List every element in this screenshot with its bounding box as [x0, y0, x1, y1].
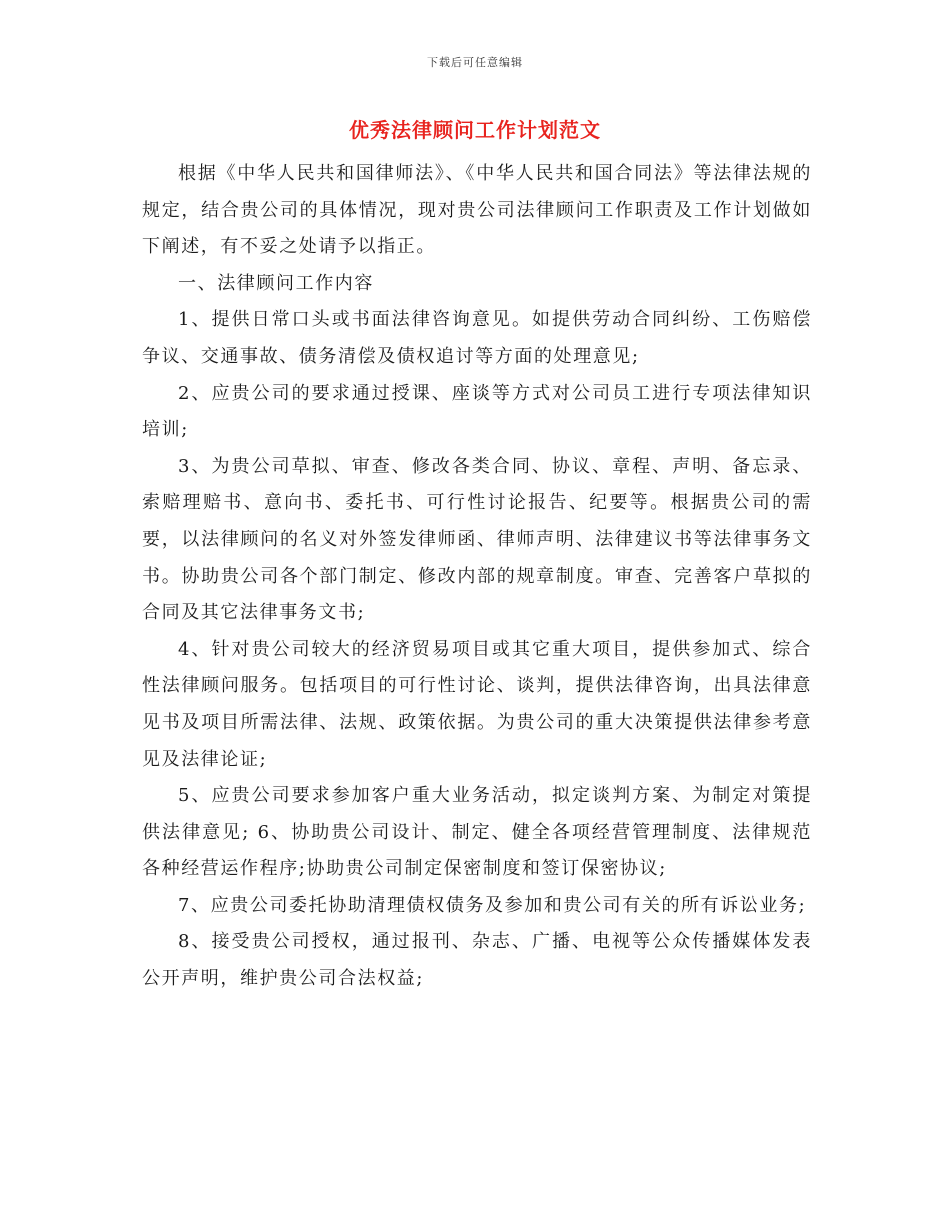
- paragraph-item-3: 3、为贵公司草拟、审查、修改各类合同、协议、章程、声明、备忘录、索赔理赔书、意向书、委托书、可行性讨论报告、纪要等。根据贵公司的需要，以法律顾问的名义对外签发律师函、律师声明、法律建议书等法律事务文书。协助贵公司各个部门制定、修改内部的规章制度。审查、完善客户草拟的合同及其它法律事务文书;: [142, 455, 812, 624]
- document-body: [142, 156, 812, 998]
- paragraph-item-7: 7、应贵公司委托协助清理债权债务及参加和贵公司有关的所有诉讼业务;: [178, 894, 807, 916]
- paragraph-intro: 根据《中华人民共和国律师法》、《中华人民共和国合同法》等法律法规的规定，结合贵公司的具体情况，现对贵公司法律顾问工作职责及工作计划做如下阐述，有不妥之处请予以指正。: [142, 163, 812, 258]
- paragraph-item-8: 8、接受贵公司授权，通过报刊、杂志、广播、电视等公众传播媒体发表公开声明，维护贵公司合法权益;: [142, 931, 812, 990]
- paragraph-item-1: 1、提供日常口头或书面法律咨询意见。如提供劳动合同纠纷、工伤赔偿争议、交通事故、债务清偿及债权追讨等方面的处理意见;: [142, 309, 812, 367]
- paragraph-item-2: 2、应贵公司的要求通过授课、座谈等方式对公司员工进行专项法律知识培训;: [142, 382, 812, 441]
- paragraph-item-4: 4、针对贵公司较大的经济贸易项目或其它重大项目，提供参加式、综合性法律顾问服务。包括项目的可行性讨论、谈判，提供法律咨询，出具法律意见书及项目所需法律、法规、政策依据。为贵公司的重大决策提供法律参考意见及法律论证;: [142, 638, 812, 770]
- header-note: 下载后可任意编辑: [427, 56, 523, 69]
- section-heading: 一、法律顾问工作内容: [178, 272, 374, 294]
- document-title: 优秀法律顾问工作计划范文: [349, 118, 601, 142]
- paragraph-item-5-6: 5、应贵公司要求参加客户重大业务活动，拟定谈判方案、为制定对策提供法律意见; 6、协助贵公司设计、制定、健全各项经营管理制度、法律规范各种经营运作程序;协助贵公司制定保密制度和签订保密协议;: [142, 785, 812, 880]
